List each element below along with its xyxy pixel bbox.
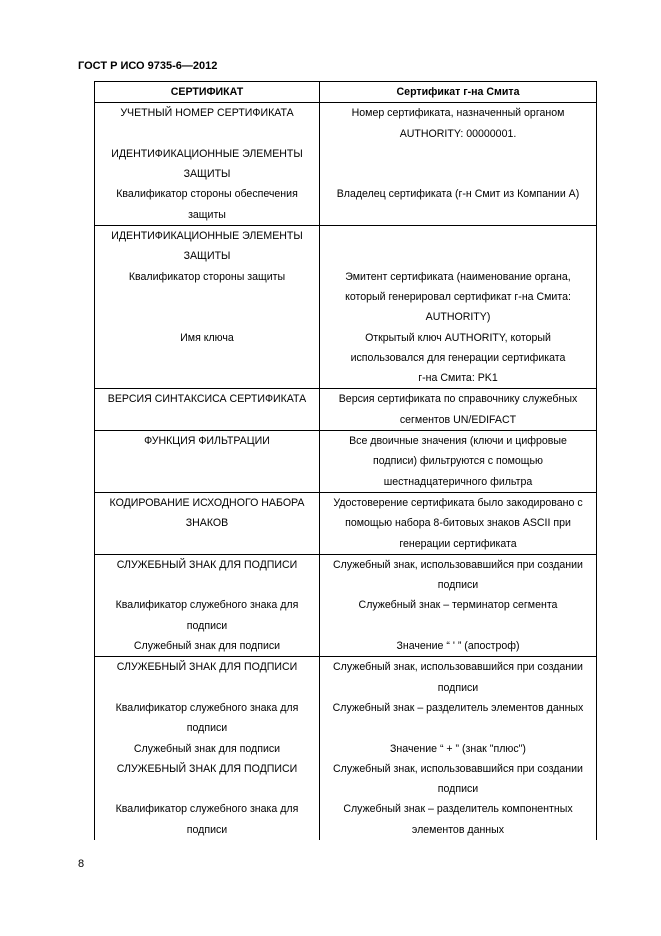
cell-line: ФУНКЦИЯ ФИЛЬТРАЦИИ [144, 435, 270, 448]
cell-line [98, 575, 316, 595]
cell-line: Номер сертификата, назначенный органом [351, 107, 565, 120]
cell-line: ЗАЩИТЫ [183, 250, 231, 263]
cell-line [98, 124, 316, 144]
cell-line: ЗНАКОВ [185, 517, 229, 530]
cell-line: ЗАЩИТЫ [183, 168, 231, 181]
cell-line: подписи [437, 681, 479, 694]
document-header: ГОСТ Р ИСО 9735-6—2012 [78, 60, 218, 72]
cell-line [98, 534, 316, 554]
field-value-cell [320, 657, 597, 840]
cell-line: подписи [186, 722, 228, 735]
table-row [95, 389, 597, 431]
cell-line [98, 348, 316, 368]
cell-line: Удостоверение сертификата было закодировано с [333, 496, 583, 509]
cell-line: Квалификатор служебного знака для [115, 599, 299, 612]
cell-line: Сертификат г-на Смита [396, 86, 520, 98]
cell-line: Квалификатор стороны защиты [128, 270, 286, 283]
page-number: 8 [78, 858, 85, 870]
cell-line: защиты [188, 208, 226, 221]
cell-line [323, 205, 593, 225]
cell-line: подписи [186, 823, 228, 836]
field-name-cell [95, 431, 320, 493]
cell-line [98, 410, 316, 430]
cell-line: Имя ключа [180, 331, 234, 344]
cell-line: элементов данных [411, 823, 505, 836]
field-name-cell [95, 226, 320, 389]
field-value-cell [320, 389, 597, 431]
field-name-cell [95, 389, 320, 431]
cell-line: Значение “ ' ” (апостроф) [396, 640, 520, 653]
cell-line: который генерировал сертификат г-на Смита: [345, 290, 571, 303]
field-value-cell [320, 82, 597, 103]
table-row [95, 657, 597, 840]
cell-line [98, 451, 316, 471]
cell-line [323, 164, 593, 184]
cell-line: Служебный знак – терминатор сегмента [358, 599, 558, 612]
cell-line [98, 678, 316, 698]
cell-line [323, 616, 593, 636]
field-name-cell [95, 657, 320, 840]
field-value-cell [320, 103, 597, 226]
cell-line: УЧЕТНЫЙ НОМЕР СЕРТИФИКАТА [120, 107, 294, 120]
field-value-cell [320, 554, 597, 656]
table-row [95, 431, 597, 493]
cell-line: СЛУЖЕБНЫЙ ЗНАК ДЛЯ ПОДПИСИ [116, 762, 298, 775]
field-value-cell [320, 492, 597, 554]
cell-line: Служебный знак для подписи [133, 640, 281, 653]
field-name-cell [95, 492, 320, 554]
cell-line: Эмитент сертификата (наименование органа, [345, 270, 571, 283]
field-value-cell [320, 431, 597, 493]
cell-line: использовался для генерации сертификата [350, 351, 566, 364]
cell-line: помощью набора 8-битовых знаков ASCII при [345, 517, 571, 530]
cell-line [98, 779, 316, 799]
cell-line: шестнадцатеричного фильтра [383, 475, 533, 488]
cell-line: Служебный знак – разделитель элементов данных [332, 701, 584, 714]
cell-line [323, 144, 593, 164]
cell-line [323, 226, 593, 246]
cell-line: ИДЕНТИФИКАЦИОННЫЕ ЭЛЕМЕНТЫ [111, 147, 303, 160]
cell-line [323, 718, 593, 738]
cell-line: г-на Смита: PK1 [418, 372, 498, 385]
table-row [95, 82, 597, 103]
cell-line: генерации сертификата [399, 537, 517, 550]
cell-line: ВЕРСИЯ СИНТАКСИСА СЕРТИФИКАТА [107, 393, 307, 406]
cell-line: AUTHORITY) [425, 311, 491, 324]
cell-line: сегментов UN/EDIFACT [399, 413, 517, 426]
cell-line: Открытый ключ AUTHORITY, который [365, 331, 551, 344]
table-row [95, 103, 597, 226]
cell-line: Все двоичные значения (ключи и цифровые [349, 435, 567, 448]
cell-line: подписи) фильтруются с помощью [373, 455, 543, 468]
field-value-cell [320, 226, 597, 389]
cell-line: подписи [437, 783, 479, 796]
cell-line: Служебный знак для подписи [133, 742, 281, 755]
cell-line: ИДЕНТИФИКАЦИОННЫЕ ЭЛЕМЕНТЫ [111, 230, 303, 243]
field-name-cell [95, 554, 320, 656]
cell-line: подписи [437, 579, 479, 592]
cell-line: AUTHORITY: 00000001. [399, 127, 517, 140]
cell-line [98, 287, 316, 307]
cell-line [98, 472, 316, 492]
certificate-table-body [95, 82, 597, 840]
cell-line: Квалификатор стороны обеспечения [116, 188, 298, 201]
cell-line: Служебный знак, использовавшийся при создании [333, 762, 583, 775]
cell-line: Значение “ + ” (знак "плюс") [390, 742, 526, 755]
cell-line: Версия сертификата по справочнику служебных [338, 393, 578, 406]
cell-line: СЛУЖЕБНЫЙ ЗНАК ДЛЯ ПОДПИСИ [116, 558, 298, 571]
table-row [95, 554, 597, 656]
cell-line [98, 368, 316, 388]
cell-line: подписи [186, 619, 228, 632]
cell-line: Владелец сертификата (г-н Смит из Компании A) [336, 188, 580, 201]
cell-line: Квалификатор служебного знака для [115, 701, 299, 714]
cell-line: КОДИРОВАНИЕ ИСХОДНОГО НАБОРА [109, 496, 305, 509]
cell-line: Служебный знак, использовавшийся при создании [333, 558, 583, 571]
table-row [95, 226, 597, 389]
cell-line [98, 307, 316, 327]
field-name-cell [95, 103, 320, 226]
table-row [95, 492, 597, 554]
field-name-cell [95, 82, 320, 103]
cell-line [323, 246, 593, 266]
cell-line: Квалификатор служебного знака для [115, 803, 299, 816]
cell-line: СЕРТИФИКАТ [170, 86, 244, 98]
cell-line: Служебный знак – разделитель компонентных [343, 803, 573, 816]
cell-line: СЛУЖЕБНЫЙ ЗНАК ДЛЯ ПОДПИСИ [116, 661, 298, 674]
cell-line: Служебный знак, использовавшийся при создании [333, 661, 583, 674]
certificate-table [94, 81, 597, 840]
